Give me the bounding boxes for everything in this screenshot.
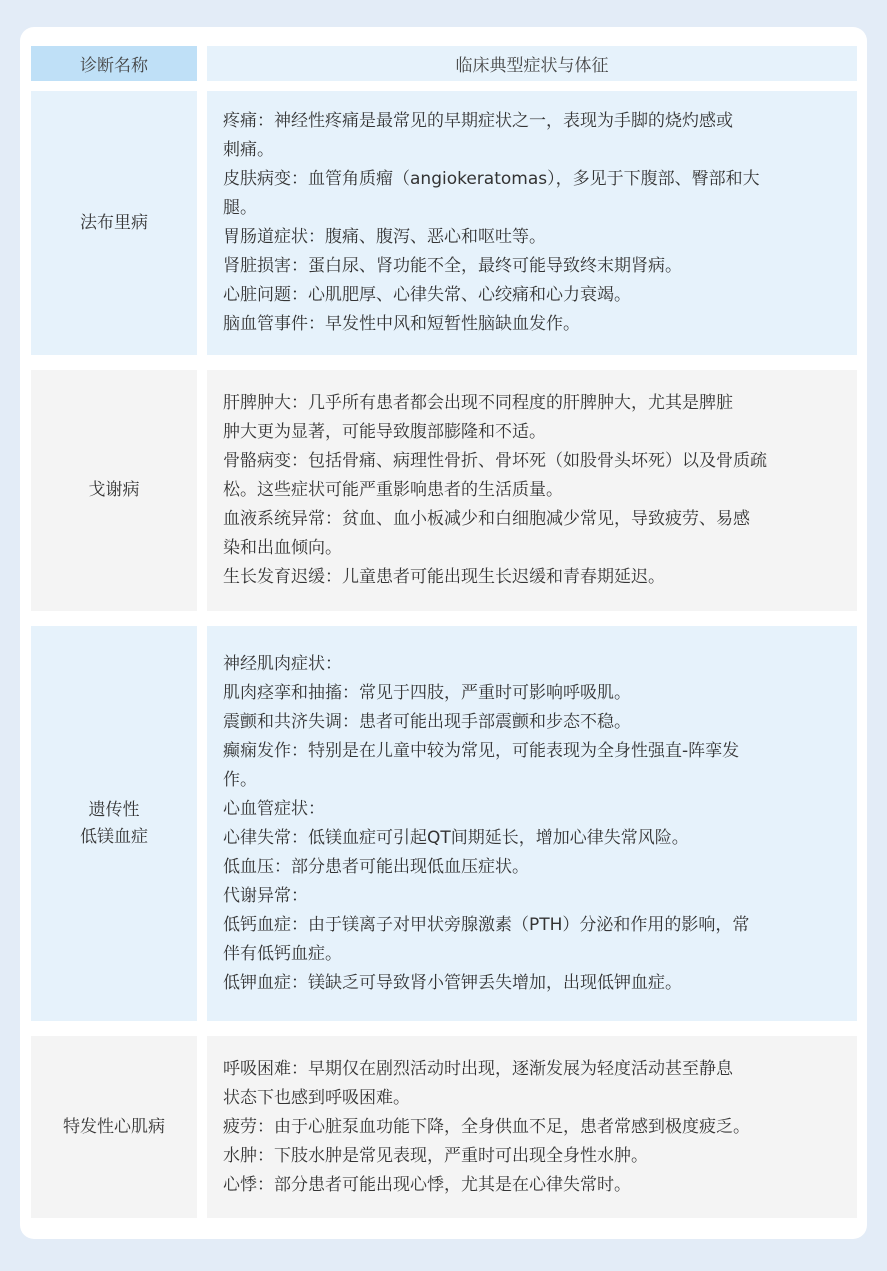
row-symptoms-fabry (207, 91, 857, 355)
symptom-line: 心血管症状： (223, 798, 325, 819)
symptom-line: 胃肠道症状：腹痛、腹泻、恶心和呕吐等。 (223, 227, 546, 247)
symptom-line: 生长发育迟缓：儿童患者可能出现生长迟缓和青春期延迟。 (223, 567, 665, 587)
row-name-fabry (31, 91, 197, 355)
header-diagnosis-name: 诊断名称 (31, 46, 197, 81)
symptom-line: 肿大更为显著，可能导致腹部膨隆和不适。 (223, 422, 546, 442)
row-name-text-line2: 低镁血症 (80, 826, 148, 847)
symptom-line: 肾脏损害：蛋白尿、肾功能不全，最终可能导致终末期肾病。 (223, 256, 682, 276)
symptom-line: 低钙血症：由于镁离子对甲状旁腺激素（PTH）分泌和作用的影响，常 (223, 914, 750, 935)
symptom-line: 作。 (223, 769, 257, 790)
symptom-line: 震颤和共济失调：患者可能出现手部震颤和步态不稳。 (223, 711, 631, 732)
row-name-idiopathic-cardiomyopathy (31, 1036, 197, 1218)
symptom-line: 腿。 (223, 198, 257, 218)
symptom-line: 染和出血倾向。 (223, 538, 342, 558)
table-card (20, 27, 867, 1239)
symptom-line: 刺痛。 (223, 140, 274, 160)
row-name-text-line1: 遗传性 (88, 799, 140, 820)
symptom-line: 低钾血症：镁缺乏可导致肾小管钾丢失增加，出现低钾血症。 (223, 972, 682, 993)
symptom-line: 心律失常：低镁血症可引起QT间期延长，增加心律失常风险。 (223, 827, 689, 848)
symptom-line: 代谢异常： (223, 885, 308, 906)
header-clinical-symptoms: 临床典型症状与体征 (207, 46, 857, 81)
symptom-line: 肝脾肿大：几乎所有患者都会出现不同程度的肝脾肿大，尤其是脾脏 (223, 393, 733, 413)
symptom-line: 呼吸困难：早期仅在剧烈活动时出现，逐渐发展为轻度活动甚至静息 (223, 1058, 733, 1079)
symptom-line: 水肿：下肢水肿是常见表现，严重时可出现全身性水肿。 (223, 1145, 648, 1166)
row-symptoms-idiopathic-cardiomyopathy (207, 1036, 857, 1218)
row-symptoms-hypomagnesemia (207, 626, 857, 1021)
symptom-line: 疼痛：神经性疼痛是最常见的早期症状之一，表现为手脚的烧灼感或 (223, 111, 733, 131)
symptom-line: 疲劳：由于心脏泵血功能下降，全身供血不足，患者常感到极度疲乏。 (223, 1116, 750, 1137)
symptom-line: 肌肉痉挛和抽搐：常见于四肢，严重时可影响呼吸肌。 (223, 682, 631, 703)
row-name-text: 特发性心肌病 (63, 1116, 165, 1137)
symptom-line: 神经肌肉症状： (223, 653, 342, 674)
symptom-line: 伴有低钙血症。 (223, 943, 342, 964)
symptom-line: 心脏问题：心肌肥厚、心律失常、心绞痛和心力衰竭。 (223, 285, 631, 305)
row-symptoms-gaucher (207, 370, 857, 611)
symptom-line: 脑血管事件：早发性中风和短暂性脑缺血发作。 (223, 314, 580, 334)
row-name-hypomagnesemia (31, 626, 197, 1021)
row-name-text: 法布里病 (80, 212, 148, 233)
symptom-line: 血液系统异常：贫血、血小板减少和白细胞减少常见，导致疲劳、易感 (223, 509, 750, 529)
symptom-line: 状态下也感到呼吸困难。 (223, 1087, 410, 1108)
symptom-line: 癫痫发作：特别是在儿童中较为常见，可能表现为全身性强直-阵挛发 (223, 740, 740, 761)
row-name-text: 戈谢病 (88, 480, 140, 500)
symptom-line: 低血压：部分患者可能出现低血压症状。 (223, 856, 529, 877)
symptom-line: 皮肤病变：血管角质瘤（angiokeratomas），多见于下腹部、臀部和大 (223, 169, 760, 189)
symptom-line: 心悸：部分患者可能出现心悸，尤其是在心律失常时。 (223, 1174, 631, 1195)
symptom-line: 骨骼病变：包括骨痛、病理性骨折、骨坏死（如股骨头坏死）以及骨质疏 (223, 451, 767, 471)
row-name-gaucher (31, 370, 197, 611)
symptom-line: 松。这些症状可能严重影响患者的生活质量。 (223, 480, 563, 500)
